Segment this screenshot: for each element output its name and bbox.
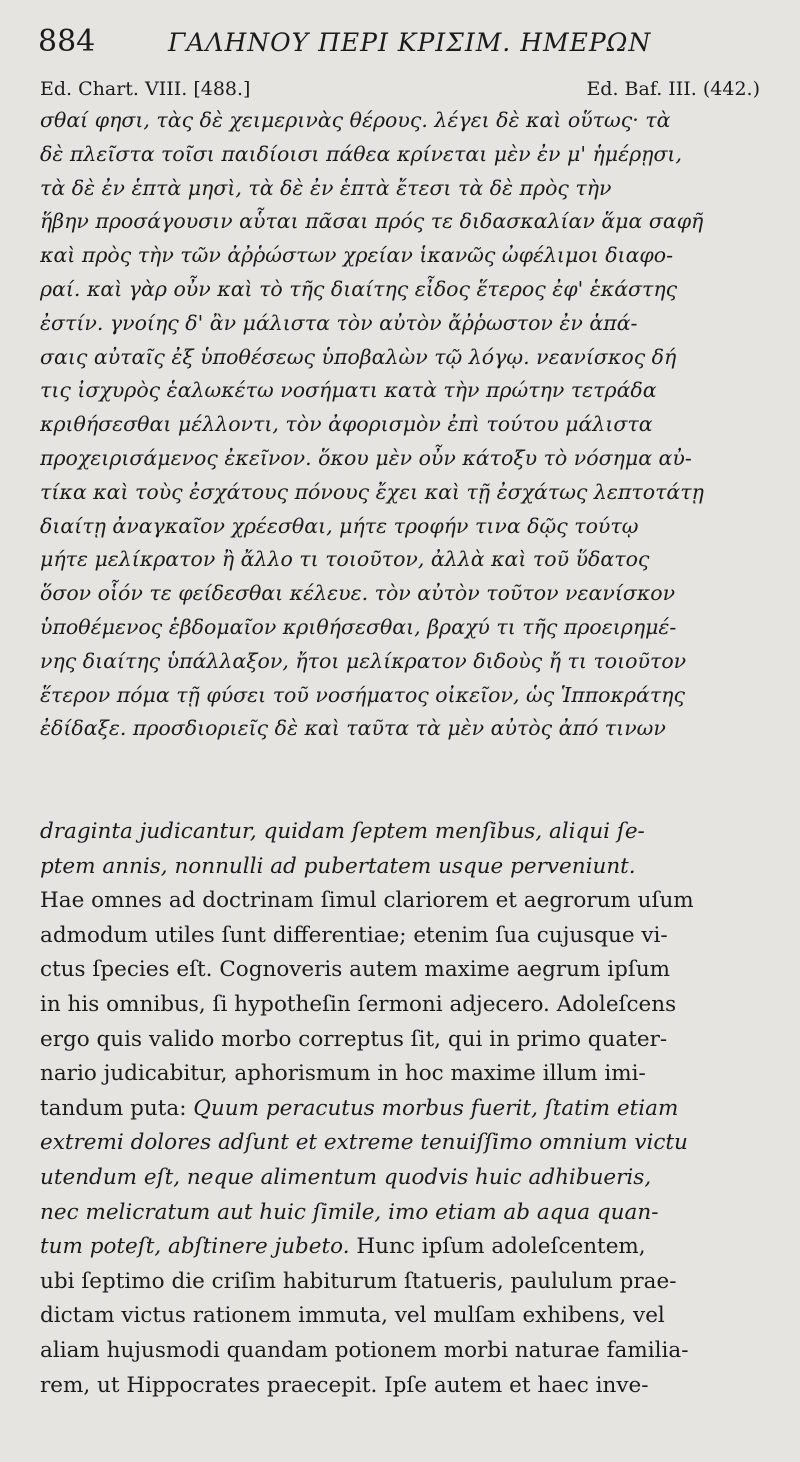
latin-line bbox=[40, 1230, 762, 1265]
latin-line bbox=[40, 919, 762, 954]
edition-references bbox=[0, 78, 800, 106]
latin-roman-segment: ubi ſeptimo die criſim habiturum ſtatueris, paululum prae- bbox=[40, 1268, 677, 1294]
latin-italic-segment: draginta judicantur, quidam ſeptem menſibus, aliqui ſe- bbox=[40, 819, 645, 844]
latin-roman-segment: ctus ſpecies eſt. Cognoveris autem maxime aegrum ipſum bbox=[40, 957, 671, 983]
greek-line: διαίτῃ ἀναγκαῖον χρέεσθαι, μήτε τροφήν τινα δῷς τούτῳ bbox=[40, 513, 639, 538]
latin-line bbox=[40, 1196, 762, 1231]
greek-line: νης διαίτης ὑπάλλαξον, ἤτοι μελίκρατον διδοὺς ἤ τι τοιοῦτον bbox=[40, 648, 687, 673]
latin-roman-segment: nario judicabitur, aphorismum in hoc maxime illum imi- bbox=[40, 1061, 646, 1087]
latin-italic-segment: utendum eſt, neque alimentum quodvis huic adhibueris, bbox=[40, 1164, 652, 1190]
latin-line bbox=[40, 850, 762, 885]
greek-line: ραί. καὶ γὰρ οὖν καὶ τὸ τῆς διαίτης εἶδος ἕτερος ἐφ' ἑκάστης bbox=[40, 276, 678, 301]
latin-italic-segment: tum poteſt, abſtinere jubeto. bbox=[40, 1234, 350, 1260]
edition-left: Ed. Chart. VIII. [488.] bbox=[40, 78, 251, 100]
latin-italic-segment: nec melicratum aut huic ſimile, imo etiam ab aqua quan- bbox=[40, 1199, 659, 1225]
greek-line: καὶ πρὸς τὴν τῶν ἀῤῥώστων χρείαν ἱκανῶς ὠφέλιμοι διαφο- bbox=[40, 243, 674, 268]
edition-right: Ed. Baf. III. (442.) bbox=[586, 78, 760, 100]
greek-line: ἐδίδαξε. προσδιοριεῖς δὲ καὶ ταῦτα τὰ μὲν αὐτὸς ἀπό τινων bbox=[40, 716, 666, 741]
greek-line: μήτε μελίκρατον ἢ ἄλλο τι τοιοῦτον, ἀλλὰ καὶ τοῦ ὕδατος bbox=[40, 547, 650, 572]
latin-roman-prefix: tandum puta: bbox=[40, 1095, 194, 1121]
latin-roman-segment: ergo quis valido morbo correptus ſit, qui in primo quater- bbox=[40, 1026, 668, 1052]
page-number: 884 bbox=[38, 24, 96, 59]
greek-line: ὅσον οἷόν τε φείδεσθαι κέλευε. τὸν αὐτὸν τοῦτον νεανίσκον bbox=[40, 581, 676, 606]
latin-line bbox=[40, 953, 762, 988]
latin-text-block bbox=[40, 815, 762, 1403]
page-header bbox=[0, 24, 800, 64]
latin-italic-segment: extremi dolores adſunt et extreme tenuiſſimo omnium victu bbox=[40, 1130, 688, 1156]
latin-line bbox=[40, 1161, 762, 1196]
greek-line: σθαί φησι, τὰς δὲ χειμερινὰς θέρους. λέγει δὲ καὶ οὕτως· τὰ bbox=[40, 108, 671, 132]
greek-line: τὰ δὲ ἐν ἑπτὰ μησὶ, τὰ δὲ ἐν ἑπτὰ ἔτεσι τὰ δὲ πρὸς τὴν bbox=[40, 175, 612, 200]
latin-line bbox=[40, 1057, 762, 1092]
latin-roman-segment: admodum utiles ſunt differentiae; etenim ſua cujusque vi- bbox=[40, 922, 668, 948]
greek-line: τίκα καὶ τοὺς ἐσχάτους πόνους ἔχει καὶ τῇ ἐσχάτως λεπτοτάτῃ bbox=[40, 479, 704, 504]
greek-line: ὑποθέμενος ἑβδομαῖον κριθήσεσθαι, βραχύ τι τῆς προειρημέ- bbox=[40, 614, 677, 639]
greek-line: ἥβην προσάγουσιν αὗται πᾶσαι πρός τε διδασκαλίαν ἅμα σαφῆ bbox=[40, 209, 704, 234]
greek-line: τις ἰσχυρὸς ἑαλωκέτω νοσήματι κατὰ τὴν πρώτην τετράδα bbox=[40, 378, 657, 403]
latin-line bbox=[40, 884, 762, 919]
latin-line bbox=[40, 1265, 762, 1300]
latin-italic-segment: ptem annis, nonnulli ad pubertatem usque perveniunt. bbox=[40, 853, 636, 879]
latin-line bbox=[40, 1126, 762, 1161]
latin-line bbox=[40, 1092, 762, 1127]
latin-line bbox=[40, 1023, 762, 1058]
latin-roman-segment: rem, ut Hippocrates praecepit. Ipſe autem et haec inve- bbox=[40, 1372, 649, 1398]
latin-line bbox=[40, 815, 762, 850]
latin-line bbox=[40, 1369, 762, 1404]
latin-line bbox=[40, 1334, 762, 1369]
running-title: ΓΑΛΗΝΟΥ ΠΕΡΙ ΚΡΙΣΙΜ. ΗΜΕΡΩΝ bbox=[168, 28, 652, 57]
greek-line: ἐστίν. γνοίης δ' ἂν μάλιστα τὸν αὐτὸν ἄῤῥωστον ἐν ἁπά- bbox=[40, 310, 638, 335]
latin-line bbox=[40, 988, 762, 1023]
greek-text-block bbox=[40, 104, 762, 746]
latin-line bbox=[40, 1299, 762, 1334]
greek-line: σαις αὐταῖς ἐξ ὑποθέσεως ὑποβαλὼν τῷ λόγῳ. νεανίσκος δή bbox=[40, 344, 677, 369]
greek-line: προχειρισάμενος ἐκεῖνον. ὅκου μὲν οὖν κάτοξυ τὸ νόσημα αὐ- bbox=[40, 445, 692, 470]
greek-line: ἕτερον πόμα τῇ φύσει τοῦ νοσήματος οἰκεῖον, ὡς Ἱπποκράτης bbox=[40, 682, 685, 707]
latin-roman-segment: aliam hujusmodi quandam potionem morbi naturae familia- bbox=[40, 1337, 689, 1363]
greek-line: δὲ πλεῖστα τοῖσι παιδίοισι πάθεα κρίνεται μὲν ἐν μ' ἡμέρῃσι, bbox=[40, 141, 682, 166]
greek-line: κριθήσεσθαι μέλλοντι, τὸν ἀφορισμὸν ἐπὶ τούτου μάλιστα bbox=[40, 412, 653, 437]
latin-roman-segment: Hunc ipſum adoleſcentem, bbox=[349, 1234, 646, 1260]
latin-roman-segment: dictam victus rationem immuta, vel mulſam exhibens, vel bbox=[40, 1303, 665, 1329]
latin-roman-segment: in his omnibus, ſi hypotheſin ſermoni adjecero. Adoleſcens bbox=[40, 991, 677, 1017]
latin-roman-segment: Hae omnes ad doctrinam ſimul clariorem et aegrorum uſum bbox=[40, 888, 694, 914]
latin-italic-segment: Quum peracutus morbus fuerit, ſtatim etiam bbox=[193, 1095, 679, 1121]
